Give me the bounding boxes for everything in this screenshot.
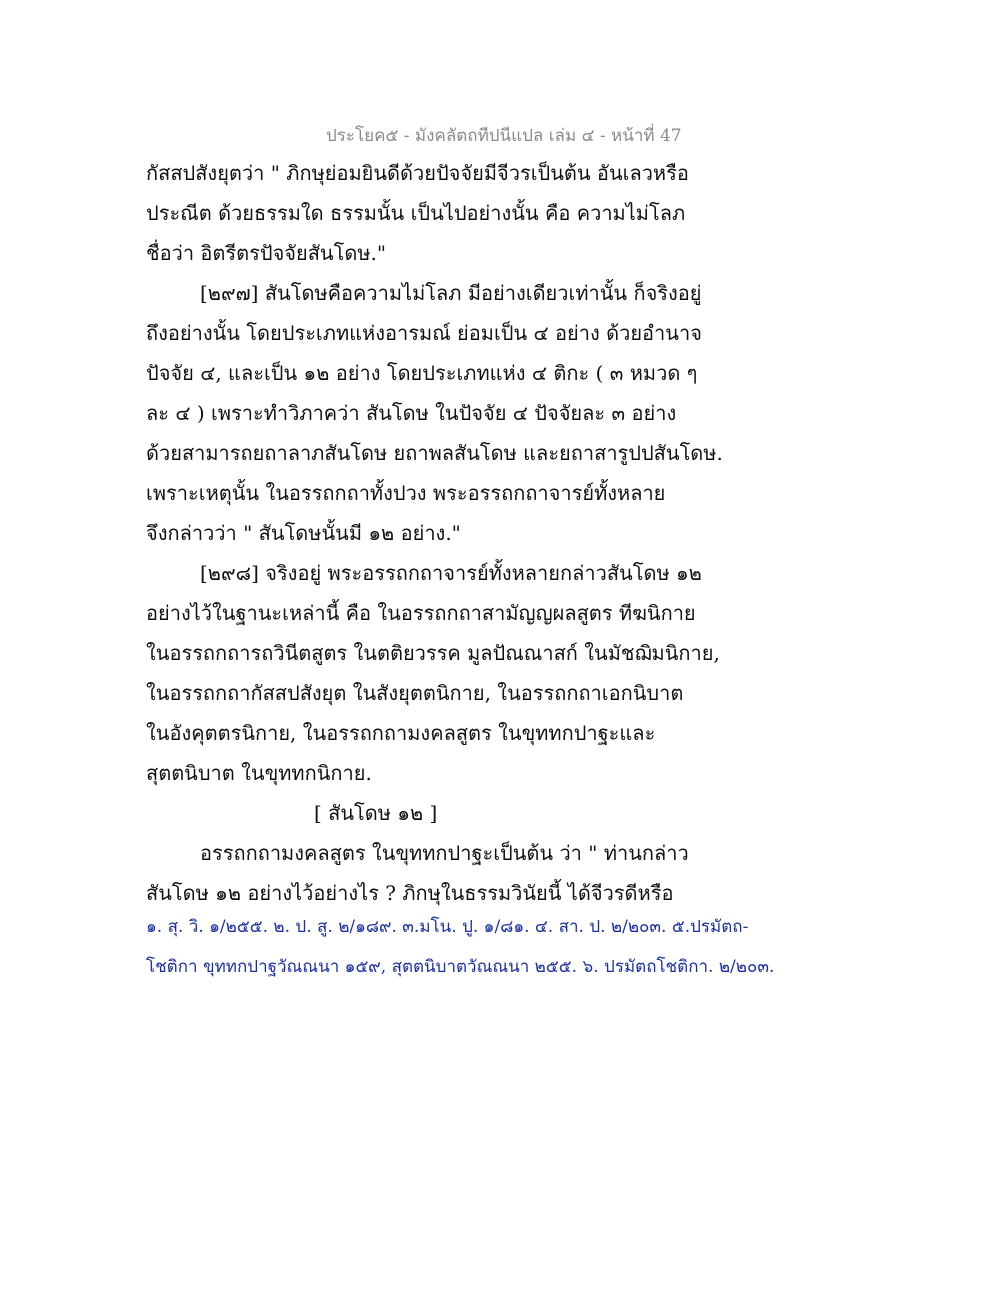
- paragraph-start-line: [๒๙๗] สันโดษคือความไม่โลภ มีอย่างเดียวเท่านั้น ก็จริงอยู่: [200, 281, 702, 305]
- text-line: อย่างไว้ในฐานะเหล่านี้ คือ ในอรรถกถาสามัญญผลสูตร ทีฆนิกาย: [146, 601, 696, 625]
- text-line: ในอังคุตตรนิกาย, ในอรรถกถามงคลสูตร ในขุททกปาฐะและ: [146, 721, 656, 745]
- text-line: สันโดษ ๑๒ อย่างไว้อย่างไร ? ภิกษุในธรรมวินัยนี้ ได้จีวรดีหรือ: [146, 881, 674, 905]
- text-line: สุตตนิบาต ในขุททกนิกาย.: [146, 761, 372, 785]
- text-line: ละ ๔ ) เพราะทำวิภาคว่า สันโดษ ในปัจจัย ๔ ปัจจัยละ ๓ อย่าง: [146, 401, 677, 425]
- footnotes: [146, 910, 846, 990]
- paragraph-start-line: [๒๙๘] จริงอยู่ พระอรรถกถาจารย์ทั้งหลายกล่าวสันโดษ ๑๒: [200, 561, 702, 585]
- text-line: ประณีต ด้วยธรรมใด ธรรมนั้น เป็นไปอย่างนั้น คือ ความไม่โลภ: [146, 201, 686, 225]
- text-line: ปัจจัย ๔, และเป็น ๑๒ อย่าง โดยประเภทแห่ง ๔ ติกะ ( ๓ หมวด ๆ: [146, 361, 698, 385]
- section-heading: [ สันโดษ ๑๒ ]: [314, 801, 438, 825]
- text-line: ชื่อว่า อิตรีตรปัจจัยสันโดษ.": [146, 241, 387, 265]
- text-line: ด้วยสามารถยถาลาภสันโดษ ยถาพลสันโดษ และยถาสารูปปสันโดษ.: [146, 441, 723, 465]
- text-line: เพราะเหตุนั้น ในอรรถกถาทั้งปวง พระอรรถกถาจารย์ทั้งหลาย: [146, 481, 666, 505]
- footnote-line: ๑. สุ. วิ. ๑/๒๕๕. ๒. ป. สู. ๒/๑๘๙. ๓.มโน. ปู. ๑/๘๑. ๔. สา. ป. ๒/๒๐๓. ๕.ปรมัตถ-: [146, 917, 749, 937]
- text-line: ในอรรถกถารถวินีตสูตร ในตติยวรรค มูลปัณณาสก์ ในมัชฌิมนิกาย,: [146, 641, 720, 665]
- text-line: กัสสปสังยุตว่า " ภิกษุย่อมยินดีด้วยปัจจัยมีจีวรเป็นต้น อันเลวหรือ: [146, 161, 689, 185]
- paragraph-start-line: อรรถกถามงคลสูตร ในขุททกปาฐะเป็นต้น ว่า " ท่านกล่าว: [200, 841, 689, 865]
- page-header: ประโยค๕ - มังคลัตถทีปนีแปล เล่ม ๔ - หน้าที่ 47: [326, 126, 682, 146]
- text-line: ถึงอย่างนั้น โดยประเภทแห่งอารมณ์ ย่อมเป็น ๔ อย่าง ด้วยอำนาจ: [146, 321, 702, 345]
- text-line: จึงกล่าวว่า " สันโดษนั้นมี ๑๒ อย่าง.": [146, 521, 461, 545]
- text-line: ในอรรถกถากัสสปสังยุต ในสังยุตตนิกาย, ในอรรถกถาเอกนิบาต: [146, 681, 684, 705]
- footnote-line: โชติกา ขุททกปาฐวัณณนา ๑๕๙, สุตตนิบาตวัณณนา ๒๕๕. ๖. ปรมัตถโชติกา. ๒/๒๐๓.: [146, 957, 775, 977]
- body-text: [146, 153, 766, 913]
